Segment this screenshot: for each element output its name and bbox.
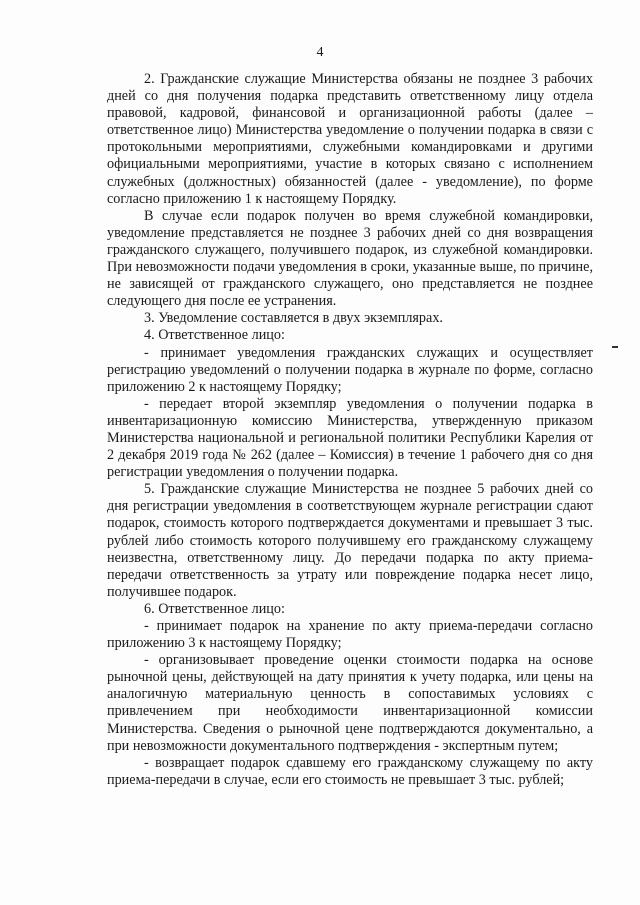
paragraph-4-item-commission: - передает второй экземпляр уведомления о получении подарка в инвентаризационную комиссию Министерства, утвержденную приказом Министерства национальной и региональной политики Республики Карелия от 2 декабря 2019 года № 262 (далее – Комиссия) в течение 1 рабочего дня со дня регистрации уведомления о получении подарка. xyxy=(107,395,593,481)
document-body xyxy=(107,71,593,789)
paragraph-business-trip: В случае если подарок получен во время служебной командировки, уведомление представляется не позднее 3 рабочих дней со дня возвращения гражданского служащего, получившего подарок, из служебной командировки. При невозможности подачи уведомления в сроки, указанные выше, по причине, не зависящей от гражданского служащего, оно представляется не позднее следующего дня после ее устранения. xyxy=(107,207,593,310)
paragraph-6-item-storage: - принимает подарок на хранение по акту приема-передачи согласно приложению 3 к настоящему Порядку; xyxy=(107,618,593,652)
paragraph-6-item-return: - возвращает подарок сдавшему его гражданскому служащему по акту приема-передачи в случае, если его стоимость не превышает 3 тыс. рублей; xyxy=(107,754,593,788)
paragraph-5-handover: 5. Гражданские служащие Министерства не позднее 5 рабочих дней со дня регистрации уведомления в соответствующем журнале регистрации сдают подарок, стоимость которого подтверждается документами и превышает 3 тыс. рублей либо стоимость которого получившему его гражданскому служащему неизвестна, ответственному лицу. До передачи подарка по акту приема-передачи ответственность за утрату или повреждение подарка несет лицо, получившее подарок. xyxy=(107,481,593,600)
page-number: 4 xyxy=(316,45,324,60)
paragraph-6-heading: 6. Ответственное лицо: xyxy=(144,600,285,617)
paragraph-4-heading: 4. Ответственное лицо: xyxy=(144,327,285,344)
paragraph-2-obligation: 2. Гражданские служащие Министерства обязаны не позднее 3 рабочих дней со дня получения подарка представить ответственному лицу отдела правовой, кадровой, финансовой и организационной работы (далее – ответственное лицо) Министерства уведомление о получении подарка в связи с протокольными мероприятиями, служебными командировками и другими официальными мероприятиями, участие в которых связано с исполнением служебных (должностных) обязанностей (далее - уведомление), по форме согласно приложению 1 к настоящему Порядку. xyxy=(107,71,593,207)
paragraph-4-item-registration: - принимает уведомления гражданских служащих и осуществляет регистрацию уведомлений о получении подарка в журнале по форме, согласно приложению 2 к настоящему Порядку; xyxy=(107,344,593,395)
paragraph-6-item-valuation: - организовывает проведение оценки стоимости подарка на основе рыночной цены, действующей на дату принятия к учету подарка, или цены на аналогичную материальную ценность в сопоставимых условиях с привлечением при необходимости инвентаризационной комиссии Министерства. Сведения о рыночной цене подтверждаются документально, а при невозможности документального подтверждения - экспертным путем; xyxy=(107,652,593,754)
paragraph-3-copies: 3. Уведомление составляется в двух экземплярах. xyxy=(144,310,443,327)
scan-edge-mark xyxy=(612,346,618,348)
